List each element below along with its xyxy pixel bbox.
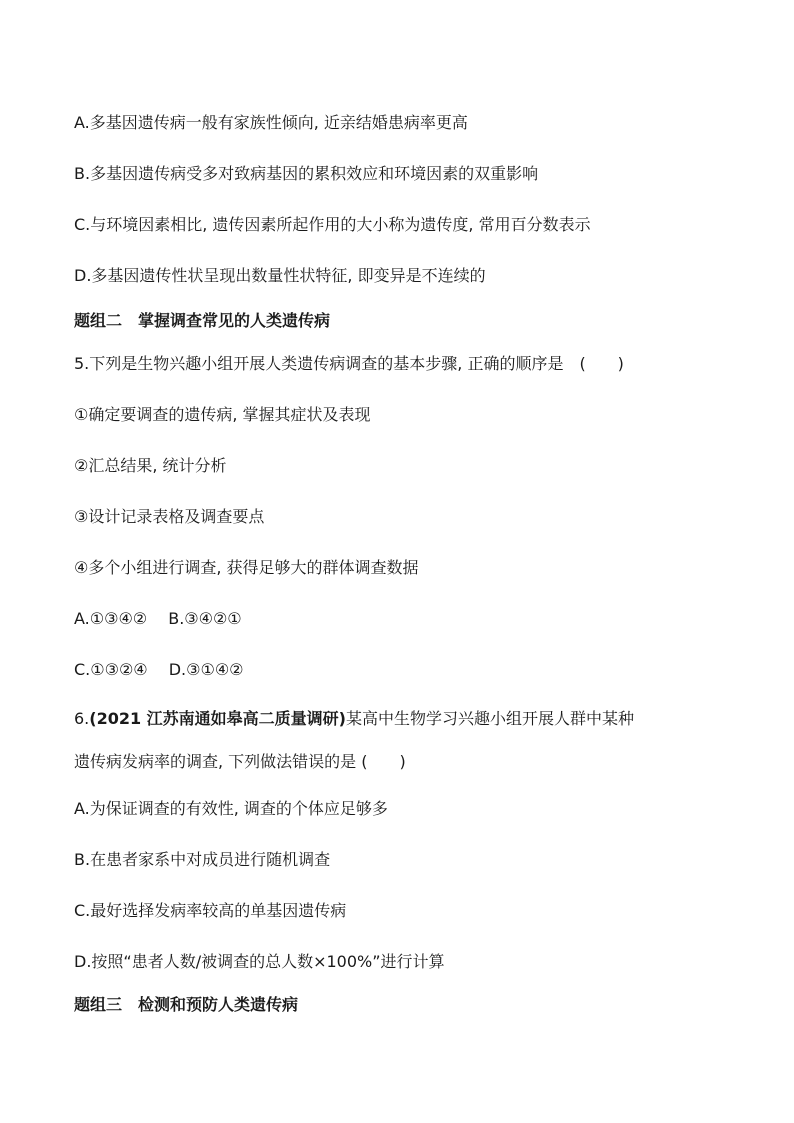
q6-source: (2021 江苏南通如皋高二质量调研) [89, 709, 346, 728]
q6-number: 6. [74, 709, 90, 728]
q6-option-b: B.在患者家系中对成员进行随机调查 [74, 850, 331, 869]
q5-step-1: ①确定要调查的遗传病, 掌握其症状及表现 [74, 405, 371, 424]
q5-step-2: ②汇总结果, 统计分析 [74, 456, 227, 475]
q4-option-a: A.多基因遗传病一般有家族性倾向, 近亲结婚患病率更高 [74, 113, 468, 132]
q5-stem: 5.下列是生物兴趣小组开展人类遗传病调查的基本步骤, 正确的顺序是 ( ) [74, 354, 624, 373]
q5-options-row1: A.①③④② B.③④②① [74, 609, 242, 628]
q6-stem-line2: 遗传病发病率的调查, 下列做法错误的是 ( ) [74, 752, 406, 771]
q6-stem-line1 [74, 708, 634, 730]
q4-option-d: D.多基因遗传性状呈现出数量性状特征, 即变异是不连续的 [74, 266, 486, 285]
q5-step-3: ③设计记录表格及调查要点 [74, 507, 265, 526]
q5-options-row2: C.①③②④ D.③①④② [74, 660, 244, 679]
q6-stem-text: 某高中生物学习兴趣小组开展人群中某种 [346, 709, 635, 728]
q6-option-d: D.按照“患者人数/被调查的总人数×100%”进行计算 [74, 952, 445, 971]
q6-option-c: C.最好选择发病率较高的单基因遗传病 [74, 901, 347, 920]
q6-option-a: A.为保证调查的有效性, 调查的个体应足够多 [74, 799, 388, 818]
group2-heading: 题组二 掌握调查常见的人类遗传病 [74, 311, 331, 330]
q4-option-c: C.与环境因素相比, 遗传因素所起作用的大小称为遗传度, 常用百分数表示 [74, 215, 591, 234]
q4-option-b: B.多基因遗传病受多对致病基因的累积效应和环境因素的双重影响 [74, 164, 539, 183]
q5-step-4: ④多个小组进行调查, 获得足够大的群体调查数据 [74, 558, 419, 577]
group3-heading: 题组三 检测和预防人类遗传病 [74, 995, 299, 1014]
